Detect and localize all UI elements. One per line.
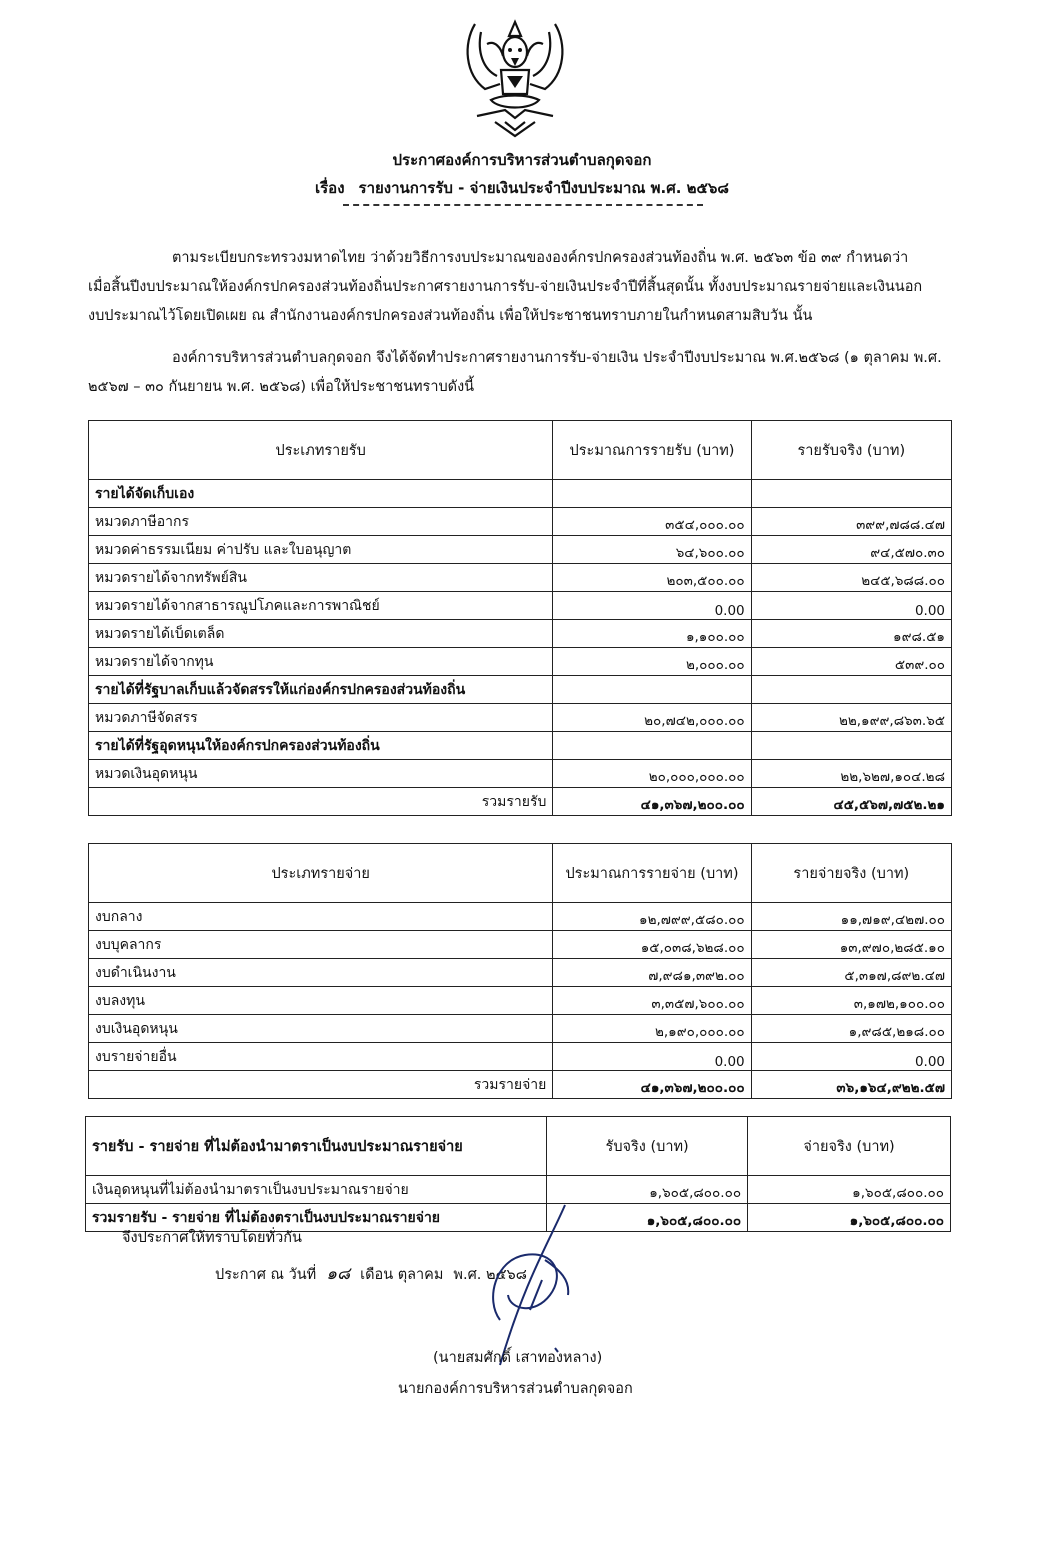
estimate-cell — [553, 480, 751, 508]
table-row — [89, 704, 952, 732]
estimate-cell: ๒๐,๗๔๒,๐๐๐.๐๐ — [553, 704, 751, 732]
actual-cell: ๙๔,๕๗๐.๓๐ — [751, 536, 951, 564]
table-row — [89, 508, 952, 536]
row-label: รวมรายรับ - รายจ่าย ที่ไม่ต้องตราเป็นงบประมาณรายจ่าย — [86, 1204, 547, 1232]
estimate-cell: ๒,๑๙๐,๐๐๐.๐๐ — [553, 1015, 751, 1043]
table-row — [89, 536, 952, 564]
table-row — [89, 620, 952, 648]
subject-text: รายงานการรับ - จ่ายเงินประจำปีงบประมาณ พ.ศ. ๒๕๖๘ — [358, 179, 729, 197]
estimate-cell: ๒๐,๐๐๐,๐๐๐.๐๐ — [553, 760, 751, 788]
column-header: รับจริง (บาท) — [547, 1117, 748, 1176]
row-label: งบกลาง — [89, 903, 553, 931]
column-header: จ่ายจริง (บาท) — [748, 1117, 951, 1176]
table-row — [89, 480, 952, 508]
title-divider — [343, 204, 703, 206]
subject-label: เรื่อง — [315, 179, 345, 197]
estimate-cell: ๒,๐๐๐.๐๐ — [553, 648, 751, 676]
actual-cell: ๑๙๘.๕๑ — [751, 620, 951, 648]
date-day: ๑๘ — [326, 1264, 351, 1284]
page-title: ประกาศองค์การบริหารส่วนตำบลกุดจอก — [392, 151, 652, 169]
received-cell: ๑,๖๐๕,๘๐๐.๐๐ — [547, 1176, 748, 1204]
paragraph-line: งบประมาณไว้โดยเปิดเผย ณ สำนักงานองค์กรปกครองส่วนท้องถิ่น เพื่อให้ประชาชนทราบภายในกำหนดสามสิบวัน นั้น — [88, 308, 813, 324]
table-header-row — [89, 844, 952, 903]
table-row — [89, 987, 952, 1015]
total-actual: ๔๕,๕๖๗,๗๕๒.๒๑ — [751, 788, 951, 816]
row-label: งบเงินอุดหนุน — [89, 1015, 553, 1043]
estimate-cell — [553, 732, 751, 760]
signature-icon — [470, 1200, 590, 1370]
column-header: รายรับจริง (บาท) — [751, 421, 951, 480]
table-row — [89, 676, 952, 704]
column-header: ประเภทรายรับ — [89, 421, 553, 480]
estimate-cell: ๑,๑๐๐.๐๐ — [553, 620, 751, 648]
closing-statement: จึงประกาศให้ทราบโดยทั่วกัน — [122, 1230, 302, 1246]
actual-cell — [751, 480, 951, 508]
table-total-row — [89, 1071, 952, 1099]
paid-cell: ๑,๖๐๕,๘๐๐.๐๐ — [748, 1176, 951, 1204]
table-row — [89, 931, 952, 959]
row-label: หมวดค่าธรรมเนียม ค่าปรับ และใบอนุญาต — [89, 536, 553, 564]
column-header: ประมาณการรายรับ (บาท) — [553, 421, 751, 480]
estimate-cell: ๖๔,๖๐๐.๐๐ — [553, 536, 751, 564]
column-header: รายรับ - รายจ่าย ที่ไม่ต้องนำมาตราเป็นงบประมาณรายจ่าย — [86, 1117, 547, 1176]
column-header: ประมาณการรายจ่าย (บาท) — [553, 844, 751, 903]
row-label: หมวดภาษีจัดสรร — [89, 704, 553, 732]
paragraph-report — [88, 344, 948, 402]
actual-cell: ๒๒,๖๒๗,๑๐๔.๒๘ — [751, 760, 951, 788]
table-row — [89, 732, 952, 760]
table-row — [89, 1015, 952, 1043]
table-header-row — [86, 1117, 951, 1176]
actual-cell: ๕๓๙.๐๐ — [751, 648, 951, 676]
table-row — [89, 760, 952, 788]
actual-cell: ๒๒,๑๙๙,๘๖๓.๖๕ — [751, 704, 951, 732]
actual-cell: ๒๔๕,๖๘๘.๐๐ — [751, 564, 951, 592]
estimate-cell: ๑๕,๐๓๘,๖๒๘.๐๐ — [553, 931, 751, 959]
estimate-cell: 0.00 — [553, 1043, 751, 1071]
row-label: หมวดเงินอุดหนุน — [89, 760, 553, 788]
table-row — [89, 592, 952, 620]
row-label: งบลงทุน — [89, 987, 553, 1015]
date-month: เดือน ตุลาคม — [360, 1267, 444, 1283]
estimate-cell: ๓๕๔,๐๐๐.๐๐ — [553, 508, 751, 536]
paragraph-regulation — [88, 244, 948, 331]
actual-cell — [751, 676, 951, 704]
actual-cell: ๓๙๙,๗๘๘.๔๗ — [751, 508, 951, 536]
row-label: รายได้ที่รัฐอุดหนุนให้องค์กรปกครองส่วนท้องถิ่น — [89, 732, 553, 760]
date-year: พ.ศ. ๒๕๖๘ — [453, 1267, 527, 1283]
table-row — [89, 564, 952, 592]
estimate-cell: ๒๐๓,๕๐๐.๐๐ — [553, 564, 751, 592]
estimate-cell — [553, 676, 751, 704]
table-row — [89, 903, 952, 931]
estimate-cell: ๑๒,๗๙๙,๕๘๐.๐๐ — [553, 903, 751, 931]
actual-cell: ๕,๓๑๗,๘๙๒.๔๗ — [751, 959, 951, 987]
garuda-emblem-icon — [455, 14, 575, 142]
column-header: รายจ่ายจริง (บาท) — [751, 844, 951, 903]
row-label: หมวดรายได้จากสาธารณูปโภคและการพาณิชย์ — [89, 592, 553, 620]
paragraph-line: ตามระเบียบกระทรวงมหาดไทย ว่าด้วยวิธีการงบประมาณขององค์กรปกครองส่วนท้องถิ่น พ.ศ. ๒๕๖๓ ข้อ ๓๙ กำหนดว่า — [172, 250, 909, 266]
income-table — [88, 420, 952, 816]
total-actual: ๓๖,๑๖๔,๙๒๒.๕๗ — [751, 1071, 951, 1099]
signer-position: นายกองค์การบริหารส่วนตำบลกุดจอก — [398, 1381, 633, 1397]
total-label: รวมรายจ่าย — [89, 1071, 553, 1099]
row-label: เงินอุดหนุนที่ไม่ต้องนำมาตราเป็นงบประมาณรายจ่าย — [86, 1176, 547, 1204]
table-row — [89, 1043, 952, 1071]
actual-cell: ๑,๙๘๕,๒๑๘.๐๐ — [751, 1015, 951, 1043]
total-estimate: ๔๑,๓๖๗,๒๐๐.๐๐ — [553, 1071, 751, 1099]
row-label: หมวดรายได้จากทุน — [89, 648, 553, 676]
row-label: งบบุคลากร — [89, 931, 553, 959]
signer-name: (นายสมศักดิ์ เสาทองหลาง) — [433, 1350, 603, 1366]
estimate-cell: ๓,๓๕๗,๖๐๐.๐๐ — [553, 987, 751, 1015]
total-estimate: ๔๑,๓๖๗,๒๐๐.๐๐ — [553, 788, 751, 816]
table-total-row — [89, 788, 952, 816]
row-label: หมวดรายได้จากทรัพย์สิน — [89, 564, 553, 592]
row-label: หมวดภาษีอากร — [89, 508, 553, 536]
table-row — [89, 959, 952, 987]
page-subject — [0, 176, 1044, 200]
actual-cell: ๓,๑๗๒,๑๐๐.๐๐ — [751, 987, 951, 1015]
actual-cell: ๑๑,๗๑๙,๔๒๗.๐๐ — [751, 903, 951, 931]
actual-cell: 0.00 — [751, 1043, 951, 1071]
paragraph-line: เมื่อสิ้นปีงบประมาณให้องค์กรปกครองส่วนท้องถิ่นประกาศรายงานการรับ-จ่ายเงินประจำปีที่สิ้นสุดนั้น ทั้งงบประมาณรายจ่ายและเงินนอก — [88, 279, 923, 295]
row-label: หมวดรายได้เบ็ดเตล็ด — [89, 620, 553, 648]
actual-cell — [751, 732, 951, 760]
paragraph-line: องค์การบริหารส่วนตำบลกุดจอก จึงได้จัดทำประกาศรายงานการรับ-จ่ายเงิน ประจำปีงบประมาณ พ.ศ.๒๕๖๘ (๑ ตุลาคม พ.ศ. — [172, 350, 942, 366]
estimate-cell: 0.00 — [553, 592, 751, 620]
column-header: ประเภทรายจ่าย — [89, 844, 553, 903]
row-label: งบดำเนินงาน — [89, 959, 553, 987]
received-cell: ๑,๖๐๕,๘๐๐.๐๐ — [547, 1204, 748, 1232]
total-label: รวมรายรับ — [89, 788, 553, 816]
row-label: รายได้จัดเก็บเอง — [89, 480, 553, 508]
estimate-cell: ๗,๙๘๑,๓๙๒.๐๐ — [553, 959, 751, 987]
expense-table — [88, 843, 952, 1099]
table-header-row — [89, 421, 952, 480]
row-label: รายได้ที่รัฐบาลเก็บแล้วจัดสรรให้แก่องค์กรปกครองส่วนท้องถิ่น — [89, 676, 553, 704]
actual-cell: 0.00 — [751, 592, 951, 620]
paid-cell: ๑,๖๐๕,๘๐๐.๐๐ — [748, 1204, 951, 1232]
date-prefix: ประกาศ ณ วันที่ — [215, 1267, 317, 1283]
row-label: งบรายจ่ายอื่น — [89, 1043, 553, 1071]
table-row — [89, 648, 952, 676]
actual-cell: ๑๓,๙๗๐,๒๘๕.๑๐ — [751, 931, 951, 959]
paragraph-line: ๒๕๖๗ – ๓๐ กันยายน พ.ศ. ๒๕๖๘) เพื่อให้ประชาชนทราบดังนี้ — [88, 379, 475, 395]
